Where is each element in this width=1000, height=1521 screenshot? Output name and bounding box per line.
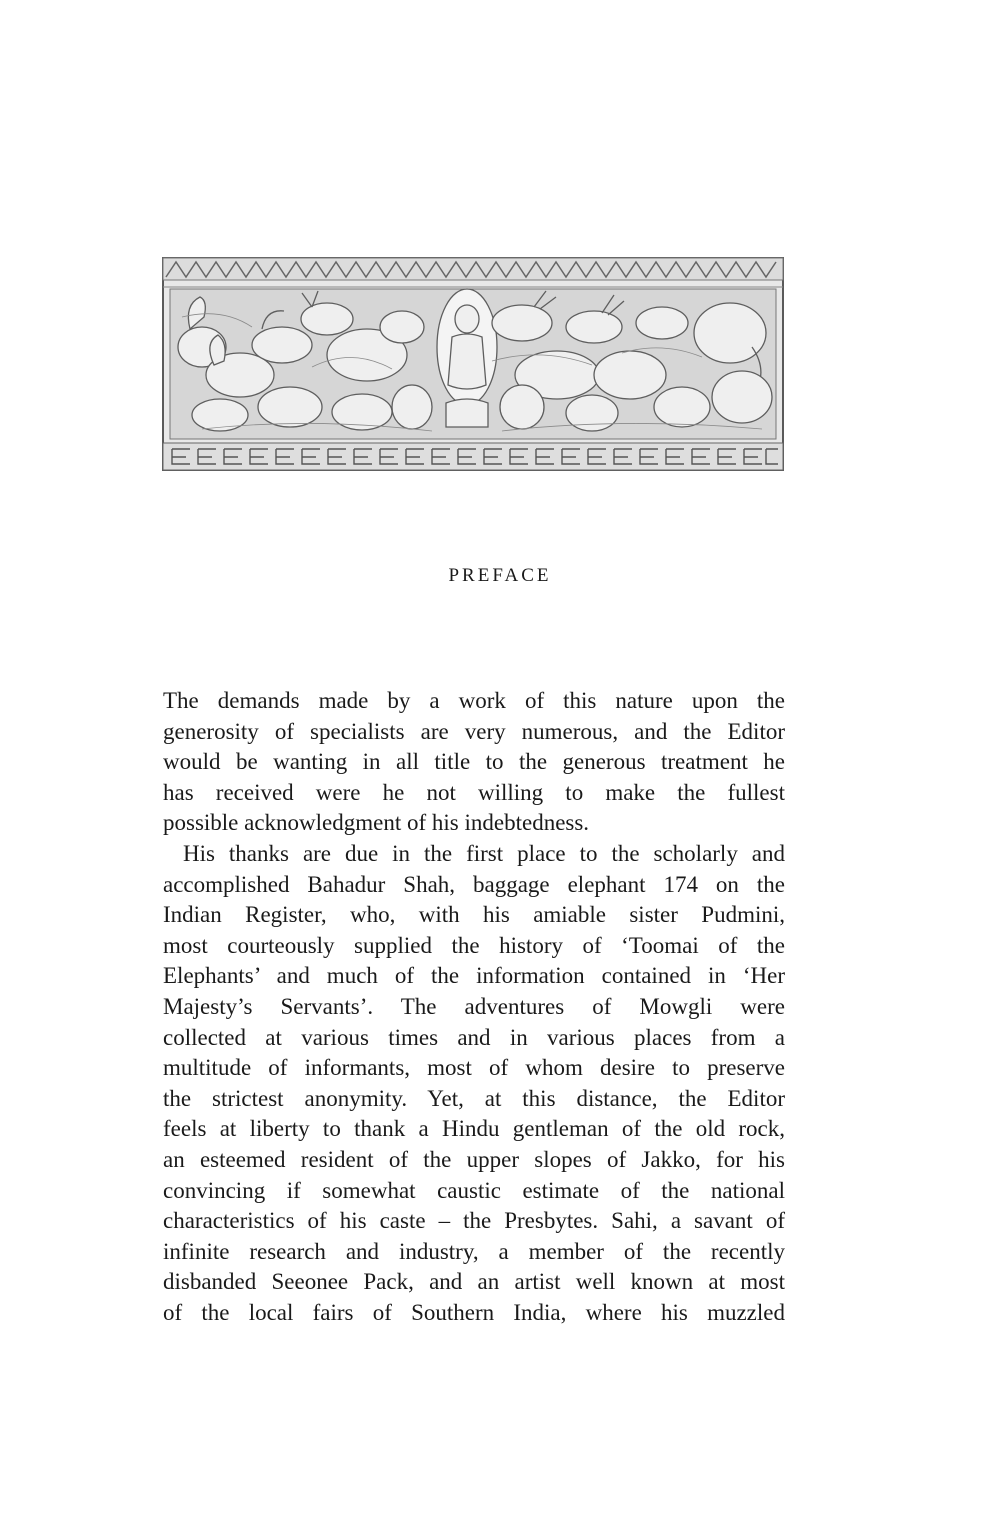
text-line: characteristics of his caste – the Presbytes. Sahi, a savant of — [163, 1208, 785, 1234]
text-line: would be wanting in all title to the generous treatment he — [163, 749, 785, 775]
paragraph-1 — [163, 686, 785, 839]
text-line: most courteously supplied the history of ‘Toomai of the — [163, 932, 785, 958]
text-line: Elephants’ and much of the information contained in ‘Her — [163, 963, 785, 989]
frieze-illustration — [162, 257, 784, 471]
text-line: His thanks are due in the first place to the scholarly and — [183, 840, 785, 866]
stone-relief-image — [162, 257, 784, 471]
text-line: Majesty’s Servants’. The adventures of Mowgli were — [163, 993, 785, 1019]
text-line: multitude of informants, most of whom desire to preserve — [163, 1055, 785, 1081]
text-line: an esteemed resident of the upper slopes of Jakko, for his — [163, 1146, 785, 1172]
text-line: Indian Register, who, with his amiable sister Pudmini, — [163, 902, 785, 928]
text-line: of the local fairs of Southern India, where his muzzled — [163, 1299, 785, 1325]
text-line: possible acknowledgment of his indebtedness. — [163, 810, 590, 836]
preface-body — [163, 686, 785, 1328]
text-line: has received were he not willing to make the fullest — [163, 779, 785, 805]
text-line: The demands made by a work of this nature upon the — [163, 688, 785, 713]
text-line: infinite research and industry, a member of the recently — [163, 1238, 785, 1264]
text-line: the strictest anonymity. Yet, at this distance, the Editor — [163, 1085, 785, 1111]
page-title: PREFACE — [448, 565, 552, 586]
text-line: accomplished Bahadur Shah, baggage elephant 174 on the — [163, 871, 785, 897]
paragraph-2 — [163, 839, 785, 1329]
text-line: collected at various times and in various places from a — [163, 1024, 785, 1050]
text-line: convincing if somewhat caustic estimate of the national — [163, 1177, 785, 1203]
text-line: feels at liberty to thank a Hindu gentleman of the old rock, — [163, 1116, 785, 1142]
text-line: generosity of specialists are very numerous, and the Editor — [163, 718, 785, 744]
text-line: disbanded Seeonee Pack, and an artist well known at most — [163, 1269, 785, 1295]
